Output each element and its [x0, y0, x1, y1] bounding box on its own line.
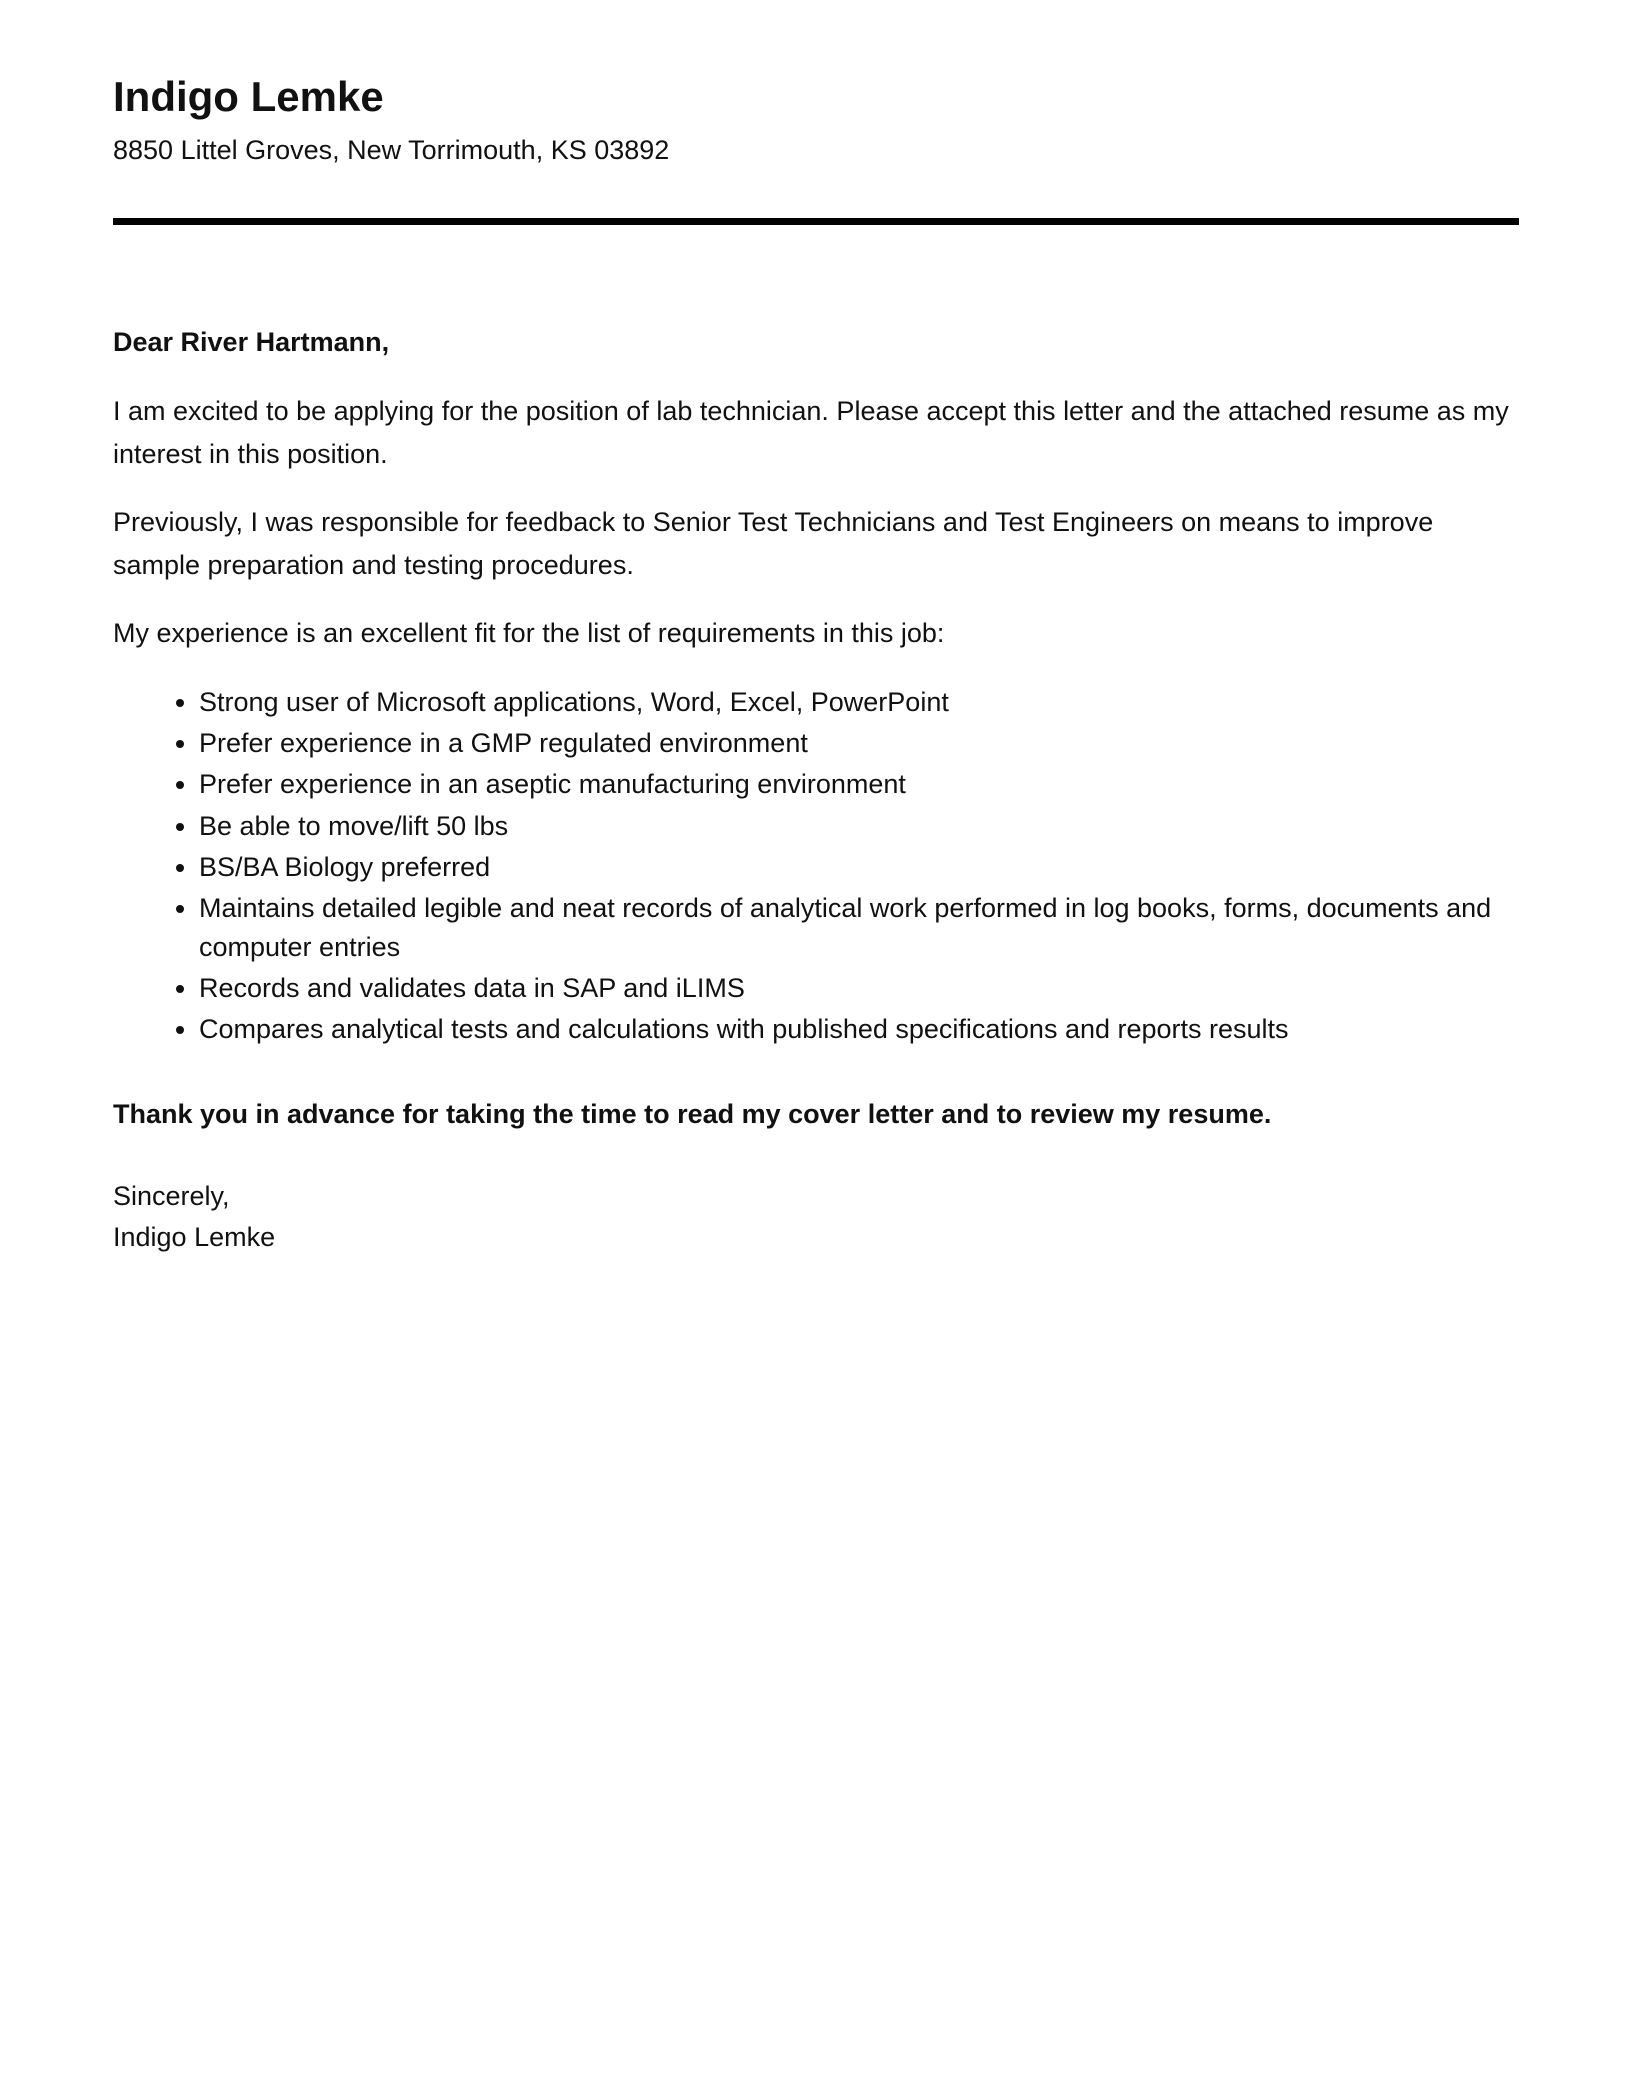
signoff: Sincerely, [113, 1181, 230, 1212]
closing-note: Thank you in advance for taking the time to read my cover letter and to review my resume. [113, 1099, 1272, 1130]
requirement-item: • Prefer experience in an aseptic manufacturing environment [199, 765, 1519, 804]
requirement-item: • Strong user of Microsoft applications, Word, Excel, PowerPoint [199, 683, 1519, 722]
requirement-item: • Compares analytical tests and calculations with published specifications and reports results [199, 1010, 1519, 1049]
signature-name: Indigo Lemke [113, 1221, 276, 1252]
body-paragraph: I am excited to be applying for the position of lab technician. Please accept this letter and the attached resume as my interest in this position. [113, 395, 1509, 469]
body-paragraph: Previously, I was responsible for feedback to Senior Test Technicians and Test Engineers on means to improve sample preparation and testing procedures. [113, 507, 1434, 580]
intro-paragraphs [113, 390, 1519, 655]
letter-body [113, 321, 1519, 1257]
requirement-item: • Be able to move/lift 50 lbs [199, 807, 1519, 846]
header-divider-rule [113, 218, 1519, 225]
letter-header [113, 72, 1519, 170]
requirement-item: • Prefer experience in a GMP regulated environment [199, 724, 1519, 763]
body-paragraph: My experience is an excellent fit for the list of requirements in this job: [113, 618, 945, 649]
salutation: Dear River Hartmann, [113, 327, 390, 358]
sender-name: Indigo Lemke [113, 73, 384, 120]
requirement-item: • BS/BA Biology preferred [199, 848, 1519, 887]
signoff-block [113, 1176, 1519, 1257]
requirements-list [113, 683, 1519, 1049]
requirement-item: • Records and validates data in SAP and iLIMS [199, 969, 1519, 1008]
sender-address: 8850 Littel Groves, New Torrimouth, KS 03892 [113, 135, 670, 166]
requirement-item: • Maintains detailed legible and neat records of analytical work performed in log books, forms, documents and computer entries [199, 889, 1519, 967]
